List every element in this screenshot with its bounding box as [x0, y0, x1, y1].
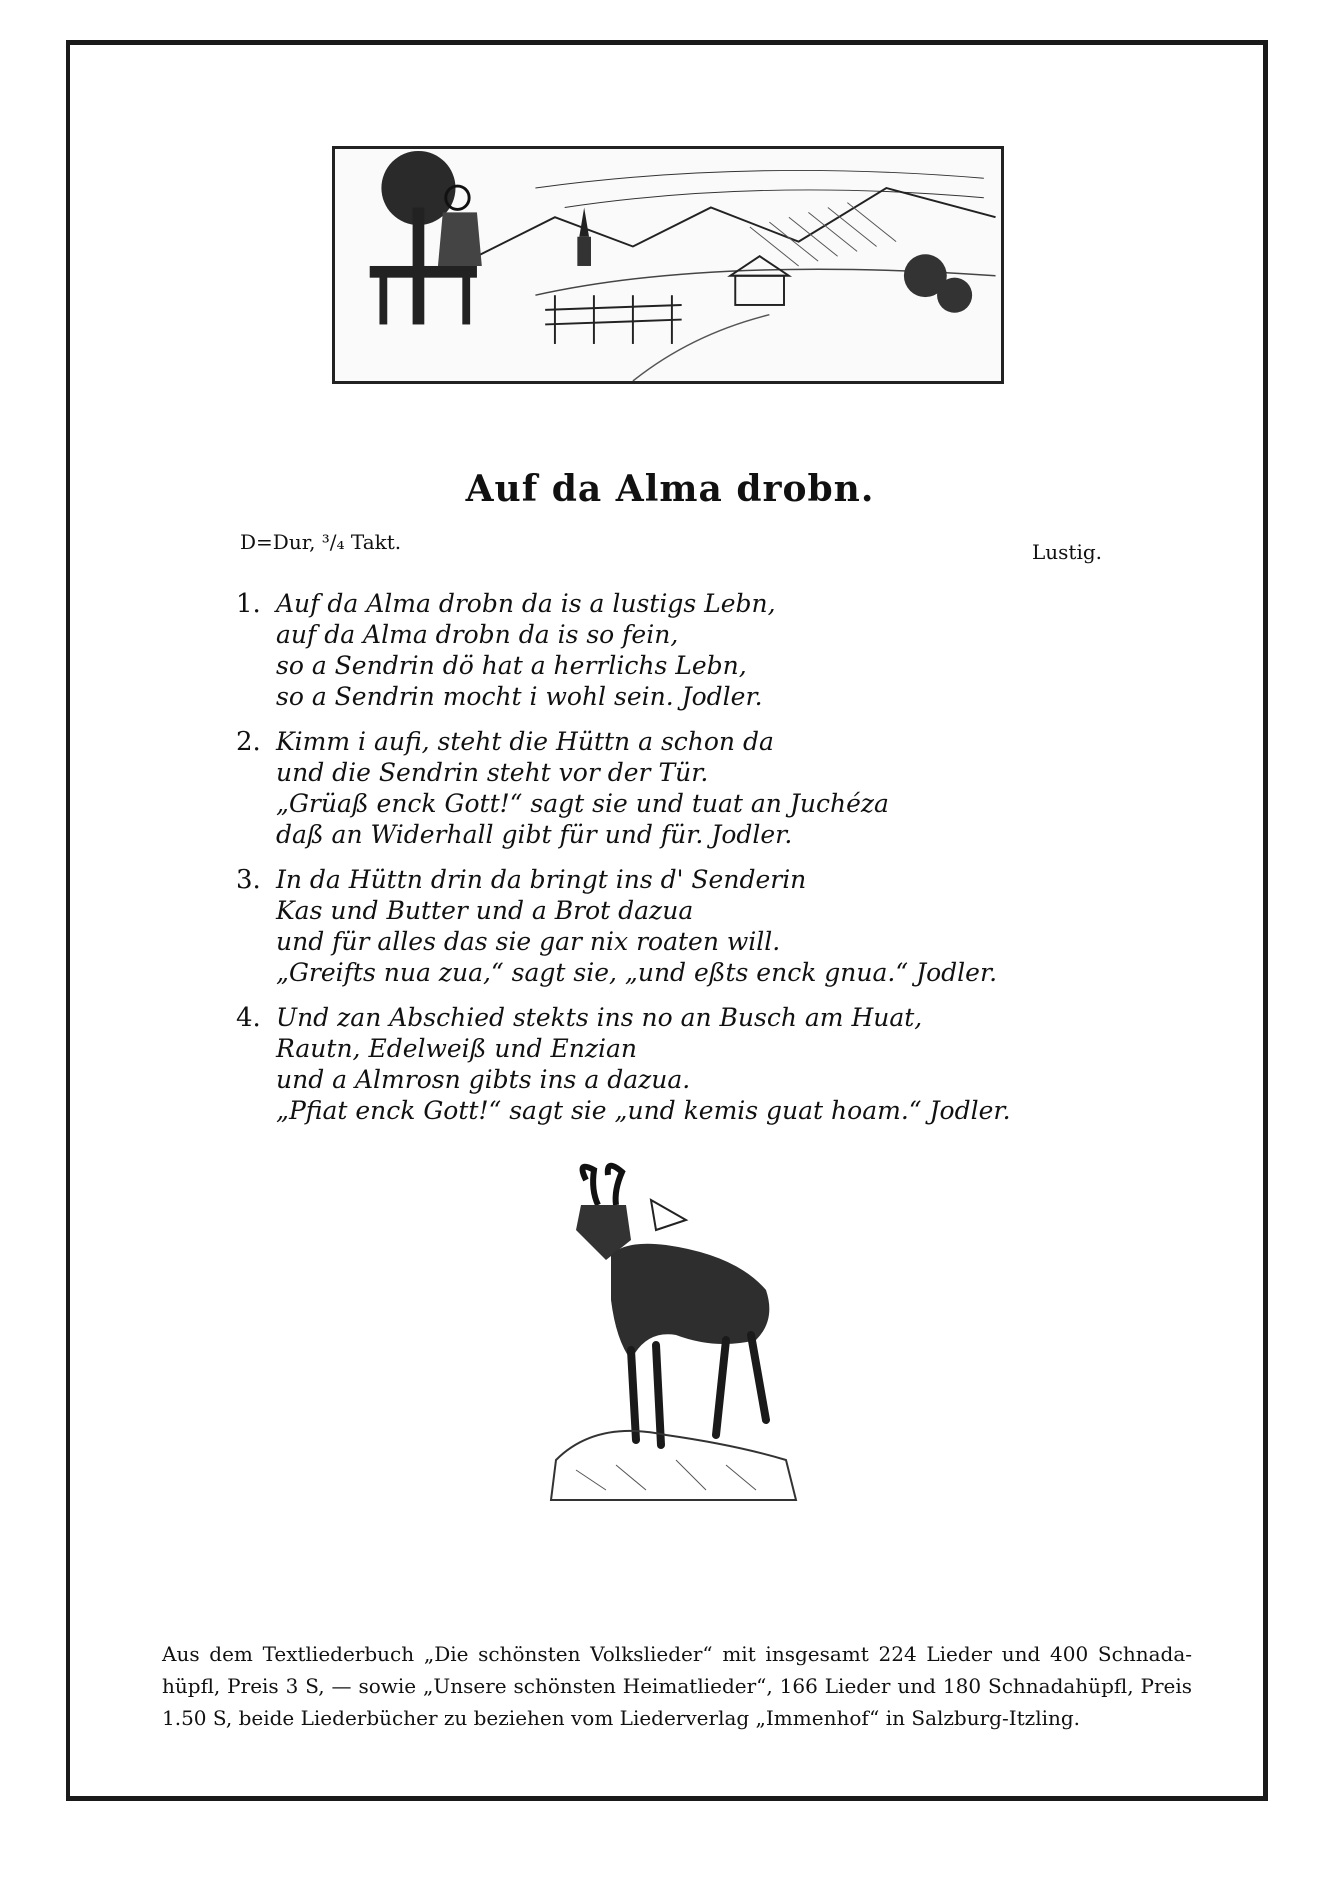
verse-2 — [236, 726, 1136, 850]
verses — [236, 588, 1136, 1140]
verse-number: 4. — [236, 1003, 261, 1033]
verse-line: und a Almrosn gibts ins a dazua. — [276, 1065, 691, 1094]
verse-line: In da Hüttn drin da bringt ins d' Senderin — [276, 865, 807, 894]
alpine-landscape-illustration — [332, 146, 1004, 384]
verse-line: „Greifts nua zua,“ sagt sie, „und eßts enck gnua.“ Jodler. — [276, 958, 998, 987]
verse-line: so a Sendrin dö hat a herrlichs Lebn, — [276, 651, 747, 680]
verse-number: 2. — [236, 727, 261, 757]
verse-line: Kimm i aufi, steht die Hüttn a schon da — [276, 727, 774, 756]
verse-line: und die Sendrin steht vor der Tür. — [276, 758, 709, 787]
verse-1 — [236, 588, 1136, 712]
verse-line: „Pfiat enck Gott!“ sagt sie „und kemis guat hoam.“ Jodler. — [276, 1096, 1011, 1125]
verse-line: Auf da Alma drobn da is a lustigs Lebn, — [276, 589, 776, 618]
verse-3 — [236, 864, 1136, 988]
tempo-marking: Lustig. — [1032, 540, 1103, 564]
verse-number: 3. — [236, 865, 261, 895]
verse-line: auf da Alma drobn da is so fein, — [276, 620, 679, 649]
verse-line: daß an Widerhall gibt für und für. Jodler. — [276, 820, 793, 849]
chamois-illustration — [536, 1160, 808, 1520]
verse-line: Kas und Butter und a Brot dazua — [276, 896, 694, 925]
verse-line: Rautn, Edelweiß und Enzian — [276, 1034, 637, 1063]
verse-number: 1. — [236, 589, 261, 619]
verse-line: so a Sendrin mocht i wohl sein. Jodler. — [276, 682, 763, 711]
verse-line: und für alles das sie gar nix roaten will. — [276, 927, 781, 956]
publisher-note: Aus dem Textliederbuch „Die schönsten Volkslieder“ mit insgesamt 224 Lieder und 400 Schnada-hüpfl, Preis 3 S, — sowie „Unsere schönsten Heimatlieder“, 166 Lieder und 180 Schnadahüpfl, Preis 1.50 S, beide Liederbücher zu beziehen vom Liederverlag „Immenhof“ in Salzburg-Itzling. — [162, 1642, 1192, 1730]
key-and-time-signature: D=Dur, ³/₄ Takt. — [240, 530, 402, 554]
verse-4 — [236, 1002, 1136, 1126]
verse-line: „Grüaß enck Gott!“ sagt sie und tuat an Juchéza — [276, 789, 889, 818]
song-title: Auf da Alma drobn. — [465, 468, 875, 510]
verse-line: Und zan Abschied stekts ins no an Busch am Huat, — [276, 1003, 923, 1032]
